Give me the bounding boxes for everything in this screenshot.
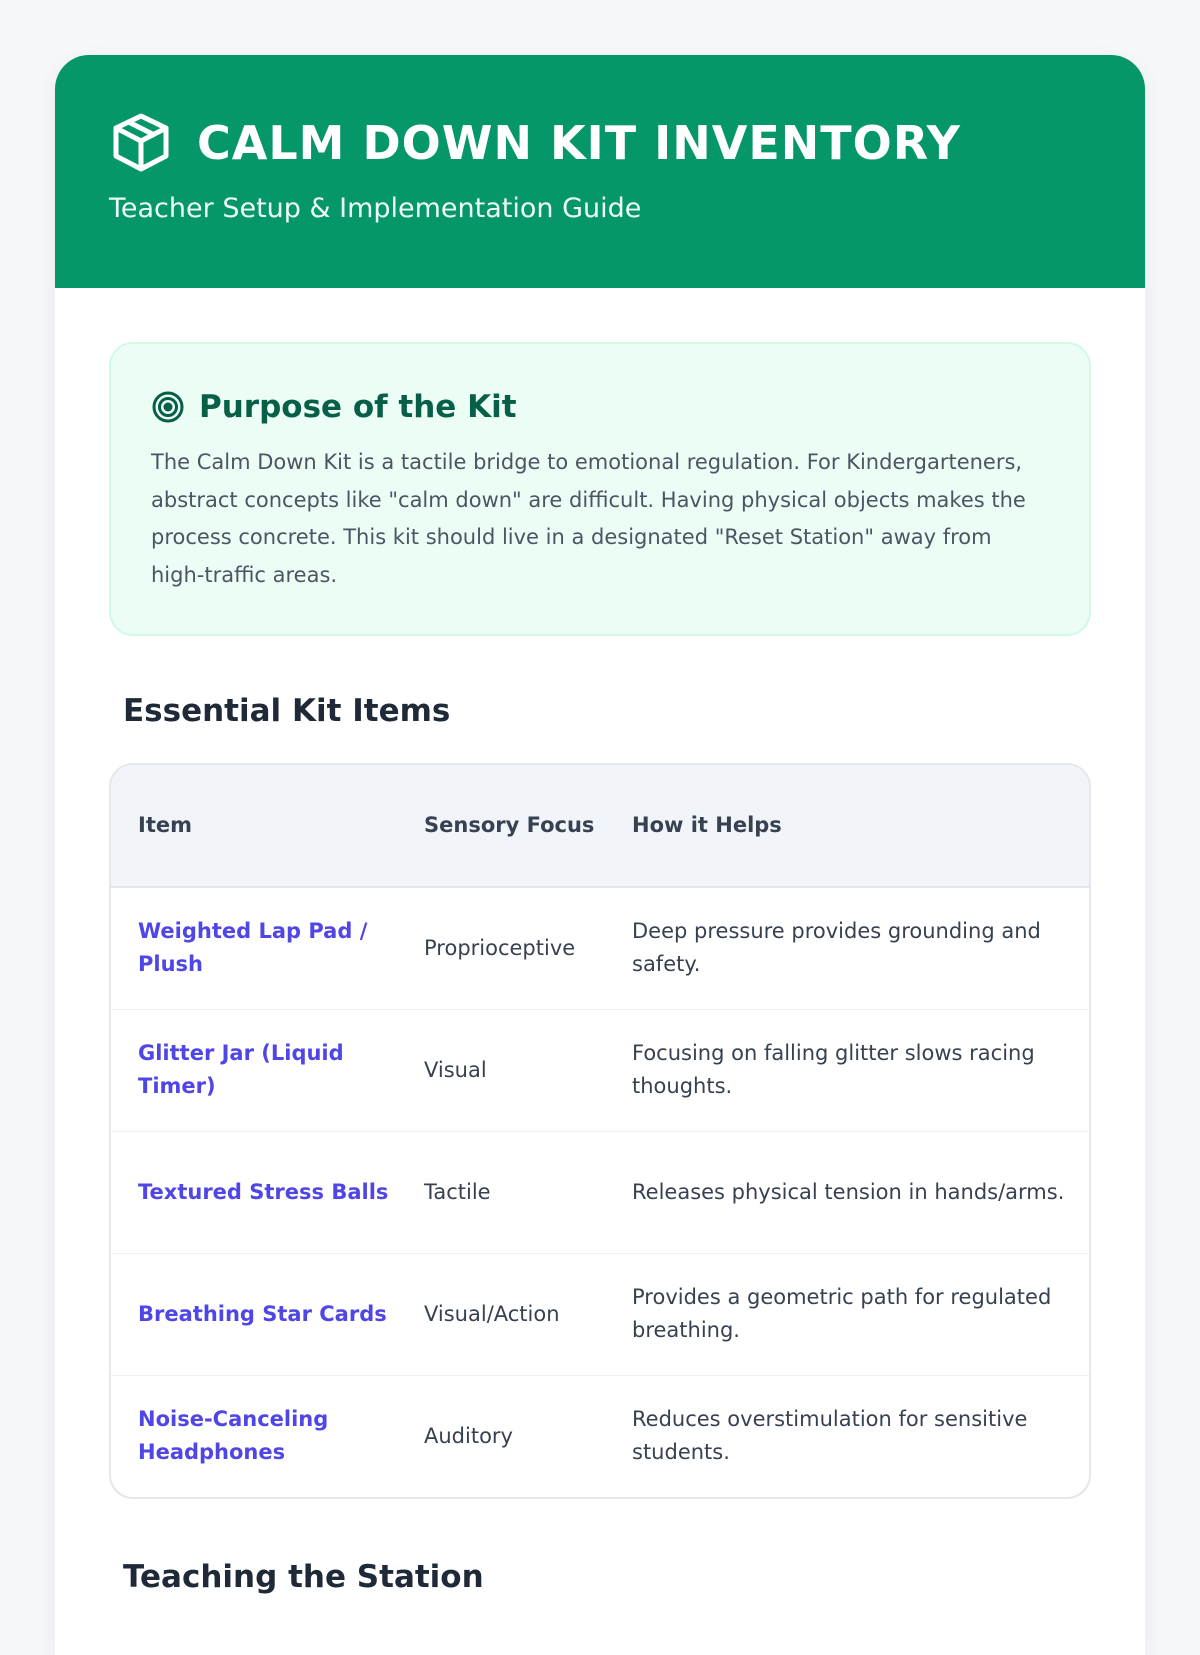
sensory-focus-cell: Visual/Action xyxy=(424,1253,632,1375)
sensory-focus-cell: Auditory xyxy=(424,1423,513,1448)
table-row xyxy=(111,1375,1089,1497)
item-link[interactable]: Breathing Star Cards xyxy=(138,1301,387,1326)
how-it-helps-cell: Provides a geometric path for regulated breathing. xyxy=(632,1253,1089,1375)
column-header-item: Item xyxy=(111,765,424,887)
main-content xyxy=(55,288,1145,1597)
box-icon xyxy=(109,111,173,175)
item-link[interactable]: Noise-Canceling Headphones xyxy=(138,1407,329,1465)
title-row xyxy=(109,107,1091,179)
page-header xyxy=(55,55,1145,288)
page-title: CALM DOWN KIT INVENTORY xyxy=(197,116,961,170)
how-it-helps-cell: Focusing on falling glitter slows racing thoughts. xyxy=(632,1009,1089,1131)
item-link[interactable]: Weighted Lap Pad / Plush xyxy=(138,919,368,977)
item-cell xyxy=(111,1131,424,1253)
item-cell xyxy=(111,1375,424,1497)
purpose-text: The Calm Down Kit is a tactile bridge to emotional regulation. For Kindergarteners, abstract concepts like "calm down" are difficult. Having physical objects makes the process concrete. This kit should live in a designated "Reset Station" away from high-traffic areas. xyxy=(151,450,1026,587)
table-header-row xyxy=(111,765,1089,887)
how-it-helps-cell: Deep pressure provides grounding and safety. xyxy=(632,887,1089,1009)
sensory-focus-cell: Tactile xyxy=(424,1131,632,1253)
item-cell xyxy=(111,1253,424,1375)
target-icon xyxy=(151,390,185,424)
item-cell xyxy=(111,887,424,1009)
column-header-sensory-focus: Sensory Focus xyxy=(424,765,632,887)
guide-card xyxy=(55,55,1145,1655)
purpose-title: Purpose of the Kit xyxy=(199,389,517,425)
how-it-helps-cell: Reduces overstimulation for sensitive students. xyxy=(632,1407,1028,1465)
essential-items-heading: Essential Kit Items xyxy=(123,693,451,729)
sensory-focus-cell: Proprioceptive xyxy=(424,887,632,1009)
table-row xyxy=(111,1009,1089,1131)
table-row xyxy=(111,1131,1089,1253)
column-header-how-it-helps: How it Helps xyxy=(632,765,1089,887)
purpose-heading xyxy=(151,382,1049,432)
table-row xyxy=(111,887,1089,1009)
page-subtitle: Teacher Setup & Implementation Guide xyxy=(109,193,642,224)
table-row xyxy=(111,1253,1089,1375)
item-cell xyxy=(111,1009,424,1131)
purpose-panel xyxy=(109,342,1091,636)
how-it-helps-cell: Releases physical tension in hands/arms. xyxy=(632,1131,1089,1253)
item-link[interactable]: Textured Stress Balls xyxy=(138,1179,389,1204)
teaching-station-heading: Teaching the Station xyxy=(123,1559,484,1595)
essential-items-table xyxy=(109,763,1091,1499)
sensory-focus-cell: Visual xyxy=(424,1009,632,1131)
item-link[interactable]: Glitter Jar (Liquid Timer) xyxy=(138,1041,344,1098)
